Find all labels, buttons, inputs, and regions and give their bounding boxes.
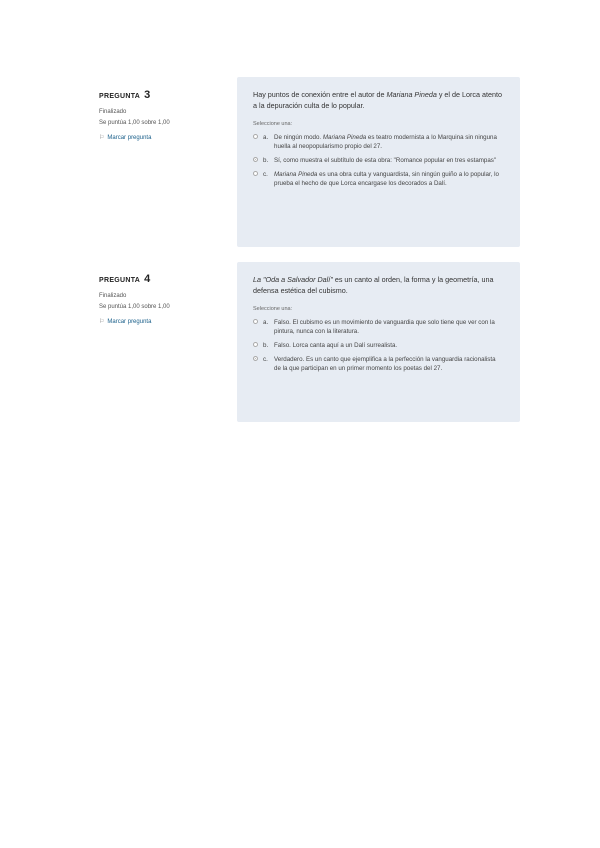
flag-icon: ⚐ [99, 135, 105, 141]
answer-option-a[interactable] [253, 133, 504, 151]
option-letter: c. [263, 171, 268, 178]
answer-option-b[interactable] [253, 156, 504, 165]
answers-label: Seleccione una: [253, 306, 293, 312]
option-text-start: De ningún modo. [274, 134, 323, 141]
option-text: Falso. Lorca canta aquí a un Dalí surrealista. [274, 342, 398, 349]
answer-option-c[interactable] [253, 170, 504, 188]
option-text: Verdadero. Es un canto que ejemplifica a la perfección la vanguardia racionalista de la que participan en un primer momento los poetas del 27. [274, 356, 496, 372]
option-letter: c. [263, 356, 268, 363]
radio-button[interactable] [253, 342, 258, 347]
answer-option-b[interactable] [253, 341, 504, 350]
answers-label: Seleccione una: [253, 121, 293, 127]
flag-question-label[interactable]: Marcar pregunta [107, 134, 152, 141]
radio-button-selected[interactable] [253, 356, 258, 361]
question-status: Finalizado [99, 109, 127, 115]
question-content-3 [237, 77, 520, 247]
option-emphasis: Mariana Pineda [274, 171, 318, 178]
question-number: 4 [144, 273, 151, 285]
option-letter: b. [263, 342, 269, 349]
flag-question-label[interactable]: Marcar pregunta [107, 318, 152, 325]
question-status: Finalizado [99, 293, 127, 299]
option-letter: a. [263, 319, 269, 326]
option-emphasis: Mariana Pineda [322, 134, 367, 141]
radio-button[interactable] [253, 171, 258, 176]
question-number: 3 [144, 89, 151, 101]
option-text-start: Sí, como muestra el subtítulo de esta obra: "Romance popular en tres estampas" [274, 157, 497, 164]
question-score: Se puntúa 1,00 sobre 1,00 [99, 120, 170, 126]
question-label: PREGUNTA [99, 93, 140, 100]
question-stem [253, 89, 504, 111]
stem-emphasis: Mariana Pineda [386, 90, 437, 99]
radio-button[interactable] [253, 319, 258, 324]
question-stem [253, 274, 504, 296]
option-text [274, 156, 504, 165]
flag-icon: ⚐ [99, 319, 105, 325]
stem-text-end: es un canto al orden, la forma y la geometría, una defensa estética del cubismo. [253, 275, 494, 295]
flag-question-link[interactable] [99, 134, 229, 141]
option-text [274, 170, 504, 188]
question-label: PREGUNTA [99, 277, 140, 284]
option-text: Falso. El cubismo es un movimiento de vanguardia que solo tiene que ver con la pintura, nunca con la literatura. [274, 319, 495, 335]
radio-button[interactable] [253, 134, 258, 139]
answer-option-c[interactable] [253, 355, 504, 373]
option-text-end: es una obra culta y vanguardista, sin ningún guiño a lo popular, lo prueba el hecho de que Lorca encargase los decorados a Dalí. [274, 171, 499, 187]
radio-button-selected[interactable] [253, 157, 258, 162]
stem-text: Hay puntos de conexión entre el autor de [253, 90, 387, 99]
option-letter: a. [263, 134, 269, 141]
question-score: Se puntúa 1,00 sobre 1,00 [99, 304, 170, 310]
answer-option-a[interactable] [253, 318, 504, 336]
option-text [274, 133, 504, 151]
question-title [99, 89, 229, 101]
stem-emphasis: La "Oda a Salvador Dalí" [253, 275, 333, 284]
question-content-4 [237, 262, 520, 422]
option-letter: b. [263, 157, 269, 164]
question-title [99, 273, 229, 285]
option-text-end: es teatro modernista a lo Marquina sin ninguna huella al neopopularismo propio del 27. [274, 134, 497, 150]
question-info-4 [99, 273, 229, 325]
stem-text-end: y el de Lorca atento a la depuración culta de lo popular. [253, 90, 502, 110]
question-info-3 [99, 89, 229, 141]
flag-question-link[interactable] [99, 318, 229, 325]
